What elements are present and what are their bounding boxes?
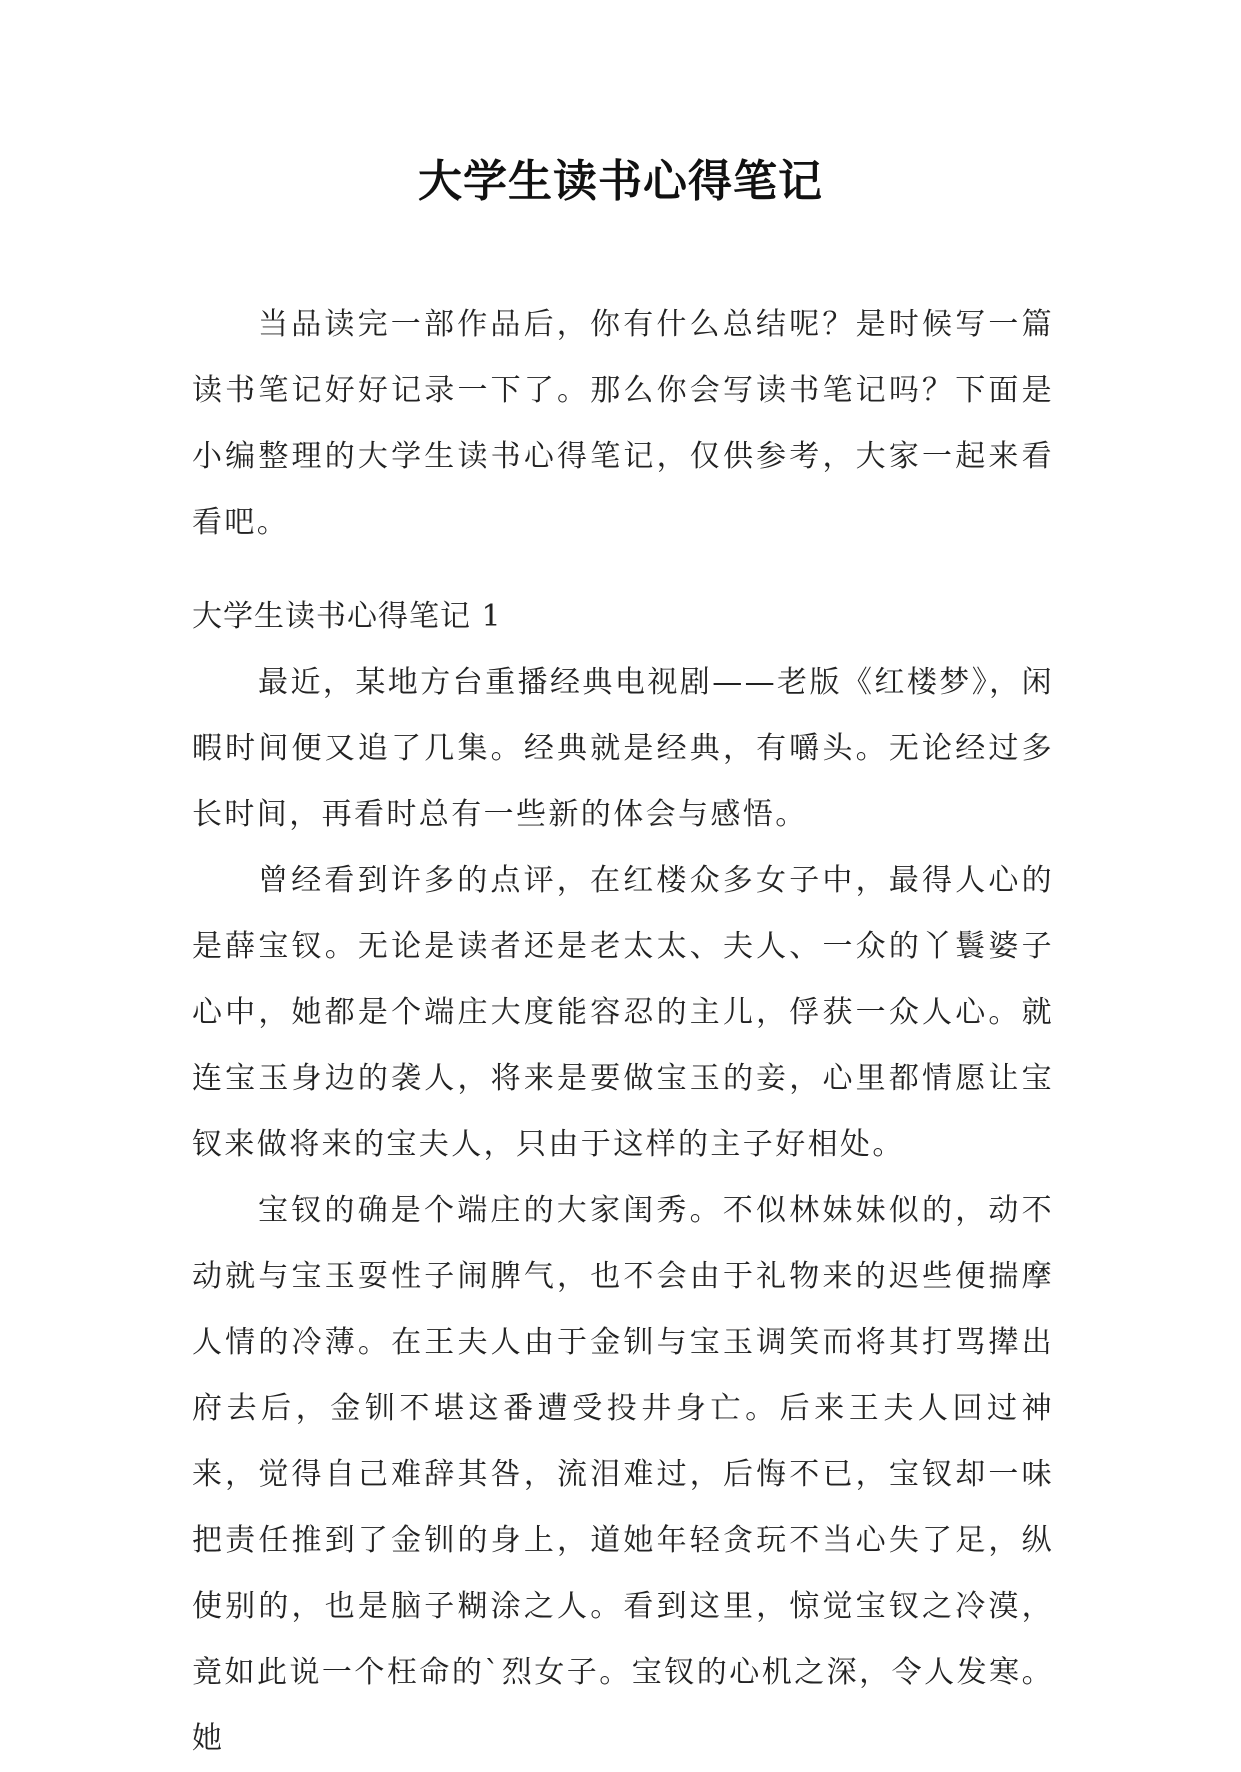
note-section-1 [192, 584, 1054, 1772]
body-paragraph: 宝钗的确是个端庄的大家闺秀。不似林妹妹似的，动不动就与宝玉耍性子闹脾气，也不会由于礼物来的迟些便揣摩人情的冷薄。在王夫人由于金钏与宝玉调笑而将其打骂撵出府去后，金钏不堪这番遭受投井身亡。后来王夫人回过神来，觉得自己难辞其咎，流泪难过，后悔不已，宝钗却一味把责任推到了金钏的身上，道她年轻贪玩不当心失了足，纵使别的，也是脑子糊涂之人。看到这里，惊觉宝钗之冷漠，竟如此说一个枉命的`烈女子。宝钗的心机之深，令人发寒。她 [192, 1193, 1054, 1756]
body-paragraph: 最近，某地方台重播经典电视剧——老版《红楼梦》，闲暇时间便又追了几集。经典就是经典，有嚼头。无论经过多长时间，再看时总有一些新的体会与感悟。 [192, 665, 1054, 832]
intro-section [192, 292, 1054, 556]
intro-paragraph: 当品读完一部作品后，你有什么总结呢？是时候写一篇读书笔记好好记录一下了。那么你会写读书笔记吗？下面是小编整理的大学生读书心得笔记，仅供参考，大家一起来看看吧。 [192, 307, 1054, 540]
body-paragraph: 曾经看到许多的点评，在红楼众多女子中，最得人心的是薛宝钗。无论是读者还是老太太、夫人、一众的丫鬟婆子心中，她都是个端庄大度能容忍的主儿，俘获一众人心。就连宝玉身边的袭人，将来是要做宝玉的妾，心里都情愿让宝钗来做将来的宝夫人，只由于这样的主子好相处。 [192, 863, 1054, 1162]
section-heading: 大学生读书心得笔记 1 [192, 599, 502, 634]
document-title: 大学生读书心得笔记 [418, 156, 823, 207]
